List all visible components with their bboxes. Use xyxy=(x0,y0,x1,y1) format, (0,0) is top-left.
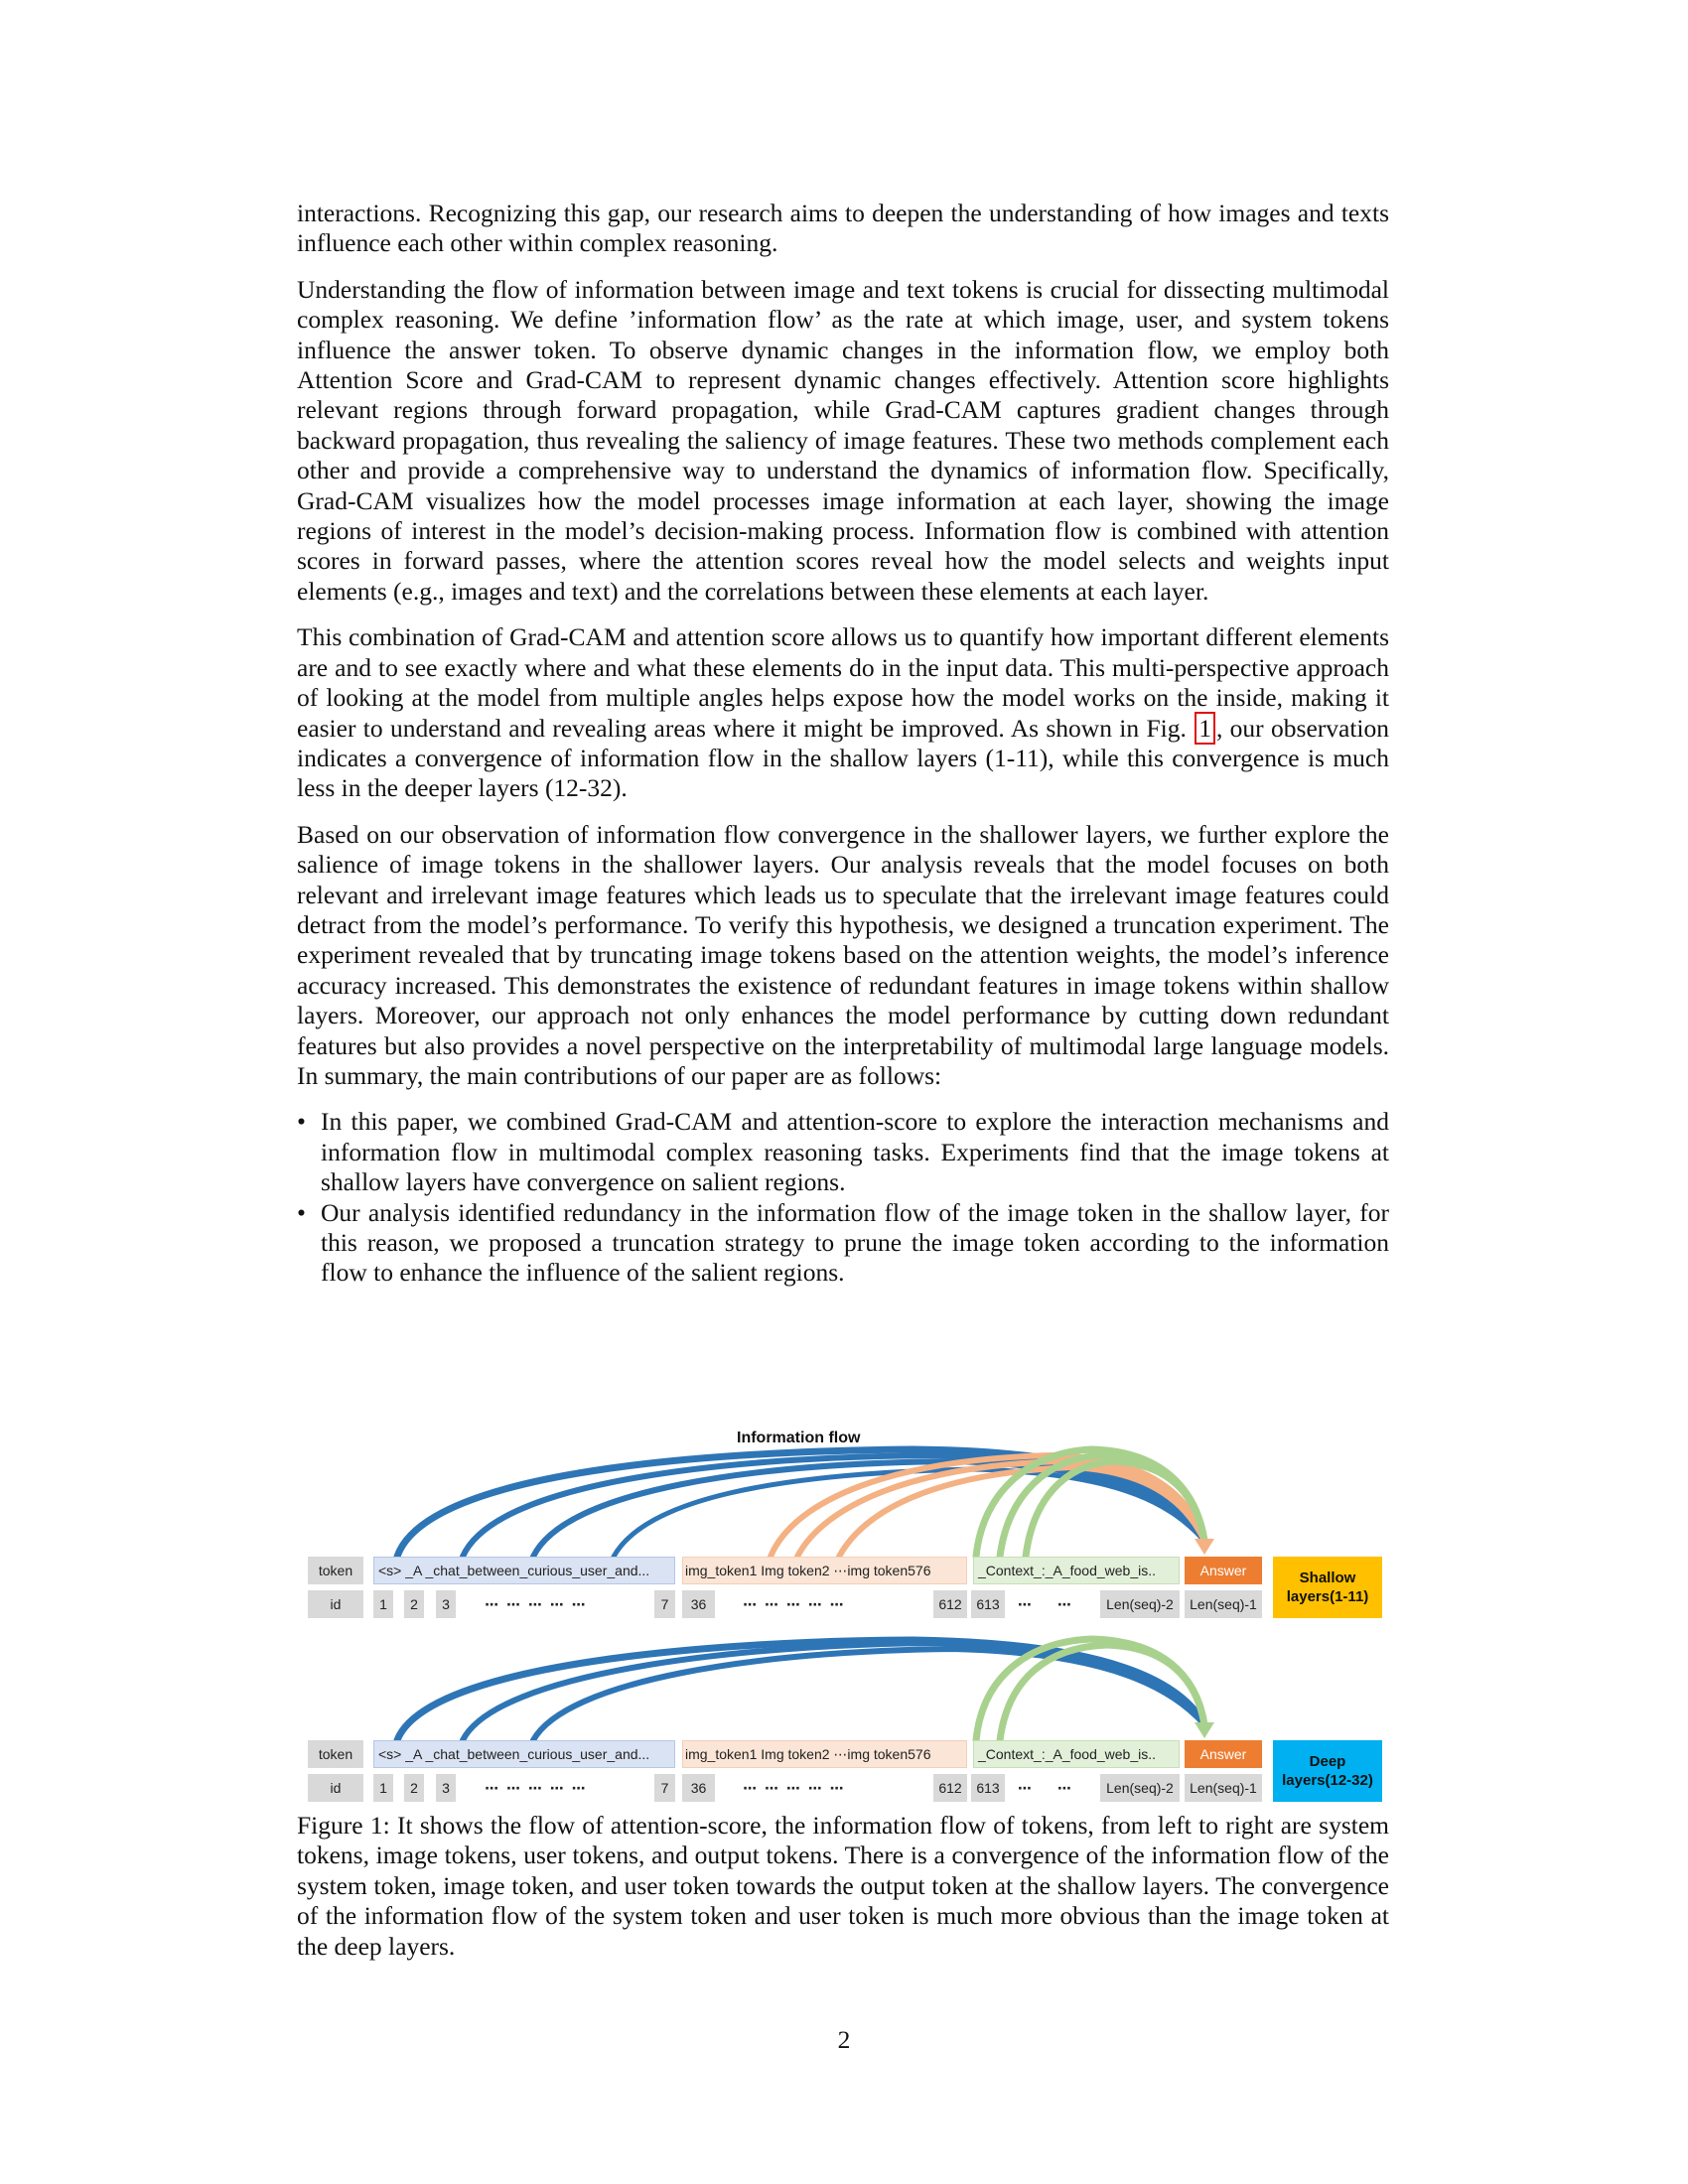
id-cell: 613 xyxy=(971,1774,1005,1802)
id-ellipsis: ⋯ ⋯ ⋯ ⋯ ⋯ xyxy=(485,1779,588,1796)
token-answer: Answer xyxy=(1185,1557,1262,1584)
id-cell: Len(seq)-2 xyxy=(1100,1774,1180,1802)
id-cell: 612 xyxy=(933,1774,967,1802)
token-image: img_token1 Img token2 ⋯img token576 xyxy=(682,1557,967,1584)
id-cell: 2 xyxy=(404,1774,424,1802)
paragraph-truncation: Based on our observation of information flow convergence in the shallower layers, we further explore the salience of image tokens in the shallower layers. Our analysis reveals that the model focuses on both relevant and irrelevant image features which leads us to speculate that the irrelevant image features could detract from the model’s performance. To verify this hypothesis, we designed a truncation experiment. The experiment revealed that by truncating image tokens based on the attention weights, the model’s inference accuracy increased. This demonstrates the existence of redundant features in image tokens within shallow layers. Moreover, our approach not only enhances the model performance by cutting down redundant features but also provides a novel perspective on the interpretability of multimodal large language models. In summary, the main contributions of our paper are as follows: xyxy=(297,819,1389,1090)
row-label-token: token xyxy=(308,1557,363,1584)
paragraph-information-flow: Understanding the flow of information between image and text tokens is crucial for dissecting multimodal complex reasoning. We define ’information flow’ as the rate at which image, user, and system tokens influence the answer token. To observe dynamic changes in the information flow, we employ both Attention Score and Grad-CAM to represent dynamic changes effectively. Attention score highlights relevant regions through forward propagation, while Grad-CAM captures gradient changes through backward propagation, thus revealing the saliency of image features. These two methods complement each other and provide a comprehensive way to understand the dynamics of information flow. Specifically, Grad-CAM visualizes how the model processes image information at each layer, showing the image regions of interest in the model’s decision-making process. Information flow is combined with attention scores in forward passes, where the attention scores reveal how the model selects and weights input elements (e.g., images and text) and the correlations between these elements at each layer. xyxy=(297,274,1389,606)
id-ellipsis: ⋯ xyxy=(1057,1595,1073,1612)
id-cell: 1 xyxy=(373,1590,393,1618)
id-cell: 613 xyxy=(971,1590,1005,1618)
panel-deep-layers xyxy=(298,1613,1390,1812)
id-cell: Len(seq)-2 xyxy=(1100,1590,1180,1618)
row-label-id: id xyxy=(308,1774,363,1802)
row-label-token: token xyxy=(308,1740,363,1768)
badge-line: layers(12-32) xyxy=(1282,1772,1373,1789)
id-ellipsis: ⋯ ⋯ ⋯ ⋯ ⋯ xyxy=(743,1595,846,1612)
layer-badge-deep xyxy=(1273,1740,1382,1802)
layer-badge-shallow xyxy=(1273,1557,1382,1618)
id-cell: 612 xyxy=(933,1590,967,1618)
id-cell: 36 xyxy=(682,1774,715,1802)
id-ellipsis: ⋯ ⋯ ⋯ ⋯ ⋯ xyxy=(485,1595,588,1612)
figure-1-caption: Figure 1: It shows the flow of attention-score, the information flow of tokens, from left to right are system tokens, image tokens, user tokens, and output tokens. There is a convergence of the information flow of the system token, image token, and user token towards the output token at the shallow layers. The convergence of the information flow of the system token and user token is much more obvious than the image token at the deep layers. xyxy=(297,1811,1389,1961)
id-cell: 2 xyxy=(404,1590,424,1618)
figure-title: Information flow xyxy=(737,1430,861,1446)
row-label-id: id xyxy=(308,1590,363,1618)
badge-line: Shallow xyxy=(1299,1570,1356,1586)
token-system: <s> _A _chat_between_curious_user_and... xyxy=(373,1557,675,1584)
badge-line: layers(1-11) xyxy=(1286,1588,1369,1605)
contributions-list xyxy=(297,1107,1389,1288)
id-ellipsis: ⋯ ⋯ ⋯ ⋯ ⋯ xyxy=(743,1779,846,1796)
paragraph-text: , our observation indicates a convergence of information flow in the shallow layers (1-11), while this convergence is much less in the deeper layers (12-32). xyxy=(297,713,1389,803)
page-number: 2 xyxy=(837,2025,851,2054)
panel-shallow-layers xyxy=(298,1430,1390,1628)
id-cell: Len(seq)-1 xyxy=(1185,1774,1262,1802)
token-image: img_token1 Img token2 ⋯img token576 xyxy=(682,1740,967,1768)
main-text-column xyxy=(297,199,1389,1289)
id-cell: 36 xyxy=(682,1590,715,1618)
id-cell: 1 xyxy=(373,1774,393,1802)
contribution-item: • Our analysis identified redundancy in the information flow of the image token in the shallow layer, for this reason, we proposed a truncation strategy to prune the image token according to the information flow to enhance the influence of the salient regions. xyxy=(321,1198,1389,1289)
token-answer: Answer xyxy=(1185,1740,1262,1768)
token-user: _Context_:_A_food_web_is.. xyxy=(973,1557,1180,1584)
figure-1-information-flow xyxy=(298,1430,1390,1807)
token-user: _Context_:_A_food_web_is.. xyxy=(973,1740,1180,1768)
paragraph-intro-continuation: interactions. Recognizing this gap, our research aims to deepen the understanding of how images and texts influence each other within complex reasoning. xyxy=(297,199,1389,258)
id-cell: 3 xyxy=(436,1590,456,1618)
id-cell: 7 xyxy=(654,1774,675,1802)
paragraph-text: This combination of Grad-CAM and attention score allows us to quantify how important different elements are and to see exactly where and what these elements do in the input data. This multi-perspective approach of looking at the model from multiple angles helps expose how the model works on the inside, making it easier to understand and revealing areas where it might be improved. As shown in Fig. xyxy=(297,622,1389,743)
id-cell: 3 xyxy=(436,1774,456,1802)
id-cell: 7 xyxy=(654,1590,675,1618)
contribution-item: • In this paper, we combined Grad-CAM and attention-score to explore the interaction mechanisms and information flow in multimodal complex reasoning tasks. Experiments find that the image tokens at shallow layers have convergence on salient regions. xyxy=(321,1107,1389,1197)
token-system: <s> _A _chat_between_curious_user_and... xyxy=(373,1740,675,1768)
paragraph-gradcam-combination xyxy=(297,622,1389,803)
badge-line: Deep xyxy=(1309,1753,1346,1770)
id-ellipsis: ⋯ xyxy=(1018,1595,1034,1612)
figure-1-reference-link[interactable]: 1 xyxy=(1195,712,1215,745)
id-ellipsis: ⋯ xyxy=(1057,1779,1073,1796)
id-ellipsis: ⋯ xyxy=(1018,1779,1034,1796)
arrowhead-icon xyxy=(1195,1539,1214,1555)
id-cell: Len(seq)-1 xyxy=(1185,1590,1262,1618)
arrowhead-icon xyxy=(1195,1722,1214,1738)
